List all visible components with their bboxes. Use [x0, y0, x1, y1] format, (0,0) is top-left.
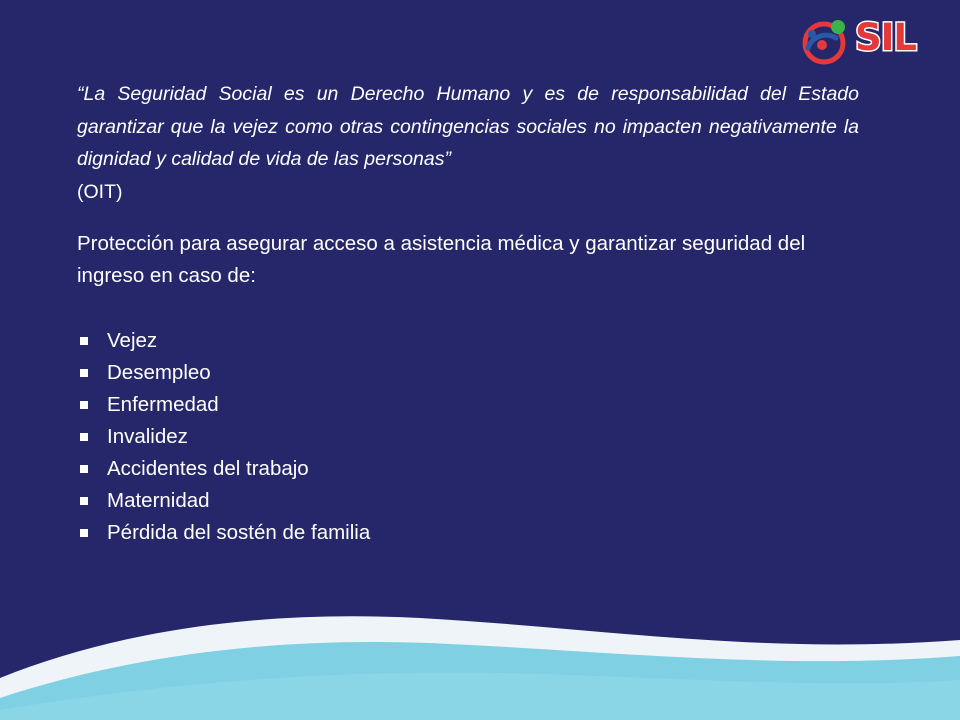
list-item: [77, 357, 370, 389]
list-item: [77, 389, 370, 421]
square-bullet-icon: [80, 529, 88, 537]
list-item: [77, 453, 370, 485]
list-item-label: Pérdida del sostén de familia: [107, 521, 371, 544]
square-bullet-icon: [80, 497, 88, 505]
list-item: [77, 485, 370, 517]
square-bullet-icon: [80, 369, 88, 377]
list-item: [77, 517, 370, 549]
quote-source: (OIT): [77, 181, 123, 204]
sil-logo-text: SIL: [855, 16, 916, 59]
list-item-label: Accidentes del trabajo: [107, 457, 309, 480]
list-item: [77, 421, 370, 453]
list-item-label: Enfermedad: [107, 393, 219, 416]
quote-text: “La Seguridad Social es un Derecho Humano y es de responsabilidad del Estado garantizar que la vejez como otras contingencias sociales no impacten negativamente la dignidad y calidad de vida de las personas”: [77, 83, 859, 171]
list-item-label: Maternidad: [107, 489, 210, 512]
list-item-label: Vejez: [107, 329, 158, 352]
list-item-label: Desempleo: [107, 361, 211, 384]
contingency-list: [77, 325, 370, 549]
intro-paragraph: Protección para asegurar acceso a asistencia médica y garantizar seguridad del ingreso en caso de:: [77, 232, 806, 287]
bottom-wave-decoration: [0, 560, 960, 720]
list-item: [77, 325, 370, 357]
sil-logo-mark-icon: [796, 12, 856, 70]
square-bullet-icon: [80, 337, 88, 345]
square-bullet-icon: [80, 465, 88, 473]
oit-quote: [77, 78, 859, 209]
list-item-label: Invalidez: [107, 425, 188, 448]
square-bullet-icon: [80, 401, 88, 409]
square-bullet-icon: [80, 433, 88, 441]
